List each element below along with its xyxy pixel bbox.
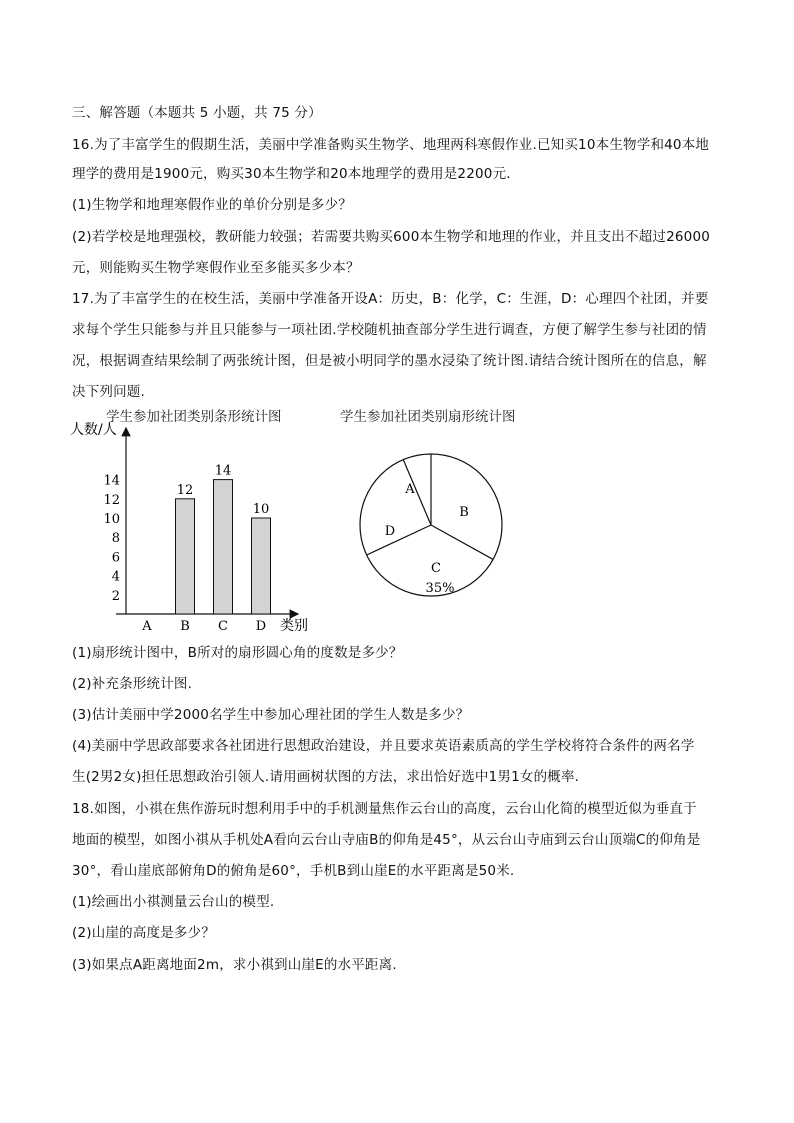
q17-stem-line4: 决下列问题. <box>72 384 145 400</box>
q18-stem-line3: 30°，看山崖底部俯角D的俯角是60°，手机B到山崖E的水平距离是50米. <box>72 863 515 879</box>
q16-part1: (1)生物学和地理寒假作业的单价分别是多少？ <box>72 197 353 213</box>
x-category-label-C: C <box>218 619 228 634</box>
y-tick-label: 6 <box>111 550 120 566</box>
y-tick-label: 14 <box>103 473 120 489</box>
q16-part2-line2: 元，则能购买生物学寒假作业至多能买多少本？ <box>72 260 360 276</box>
q18-stem-line2: 地面的模型，如图小祺从手机处A看向云台山寺庙B的仰角是45°，从云台山寺庙到云台山顶端C的仰角是 <box>72 832 701 848</box>
section-heading: 三、解答题（本题共 5 小题，共 75 分） <box>72 105 322 121</box>
y-tick-label: 12 <box>103 492 120 508</box>
q16-stem-line1: 16.为了丰富学生的假期生活，美丽中学准备购买生物学、地理两科寒假作业.已知买10本生物学和40本地 <box>72 137 710 153</box>
q17-part4-line2: 生(2男2女)担任思想政治引领人.请用画树状图的方法，求出恰好选中1男1女的概率. <box>72 769 580 785</box>
bar-value-label-D: 10 <box>252 502 270 517</box>
bar-chart-title: 学生参加社团类别条形统计图 <box>106 409 282 425</box>
q18-part3: (3)如果点A距离地面2m，求小祺到山崖E的水平距离. <box>72 957 397 973</box>
y-tick-label: 10 <box>103 512 120 527</box>
bar-value-label-C: 14 <box>214 463 232 479</box>
y-tick-label: 8 <box>111 531 120 547</box>
q18-part1: (1)绘画出小祺测量云台山的模型. <box>72 894 275 910</box>
bar-C <box>214 480 233 614</box>
bar-B <box>176 499 195 614</box>
y-tick-label: 2 <box>111 588 120 604</box>
q17-stem-line1: 17.为了丰富学生的在校生活，美丽中学准备开设A：历史，B：化学，C：生涯，D：心理四个社团，并要 <box>72 291 709 307</box>
y-axis-label: 人数/人 <box>70 422 117 438</box>
q17-part4-line1: (4)美丽中学思政部要求各社团进行思想政治建设，并且要求英语素质高的学生学校将符合条件的两名学 <box>72 738 695 754</box>
bar-D <box>252 518 271 614</box>
q17-stem-line3: 况，根据调查结果绘制了两张统计图，但是被小明同学的墨水浸染了统计图.请结合统计图所在的信息，解 <box>72 353 707 369</box>
pie-label-C: C <box>431 561 441 576</box>
x-category-label-A: A <box>142 619 152 634</box>
pie-chart-title: 学生参加社团类别扇形统计图 <box>340 409 516 425</box>
x-category-label-D: D <box>255 619 267 634</box>
y-tick-label: 4 <box>111 569 120 585</box>
q16-stem-line2: 理学的费用是1900元，购买30本生物学和20本地理学的费用是2200元. <box>72 166 511 182</box>
q16-part2-line1: (2)若学校是地理强校，教研能力较强；若需要共购买600本生物学和地理的作业，并且支出不超过26000 <box>72 229 711 245</box>
q17-part2: (2)补充条形统计图. <box>72 676 193 692</box>
bar-chart <box>66 418 326 638</box>
q18-part2: (2)山崖的高度是多少？ <box>72 925 216 941</box>
q17-part1: (1)扇形统计图中，B所对的扇形圆心角的度数是多少？ <box>72 645 403 661</box>
pie-label-D: D <box>384 524 396 539</box>
pie-label-A: A <box>405 482 415 497</box>
x-category-label-B: B <box>180 619 190 634</box>
x-axis-label: 类别 <box>280 618 308 634</box>
q17-part3: (3)估计美丽中学2000名学生中参加心理社团的学生人数是多少？ <box>72 707 470 723</box>
pie-label-C-percent: 35% <box>425 581 455 596</box>
pie-chart <box>346 440 516 610</box>
pie-label-B: B <box>459 505 469 520</box>
q17-stem-line2: 求每个学生只能参与并且只能参与一项社团.学校随机抽查部分学生进行调查，方便了解学生参与社团的情 <box>72 322 707 338</box>
q18-stem-line1: 18.如图，小祺在焦作游玩时想利用手中的手机测量焦作云台山的高度，云台山化简的模型近似为垂直于 <box>72 801 697 817</box>
bar-value-label-B: 12 <box>176 482 194 498</box>
